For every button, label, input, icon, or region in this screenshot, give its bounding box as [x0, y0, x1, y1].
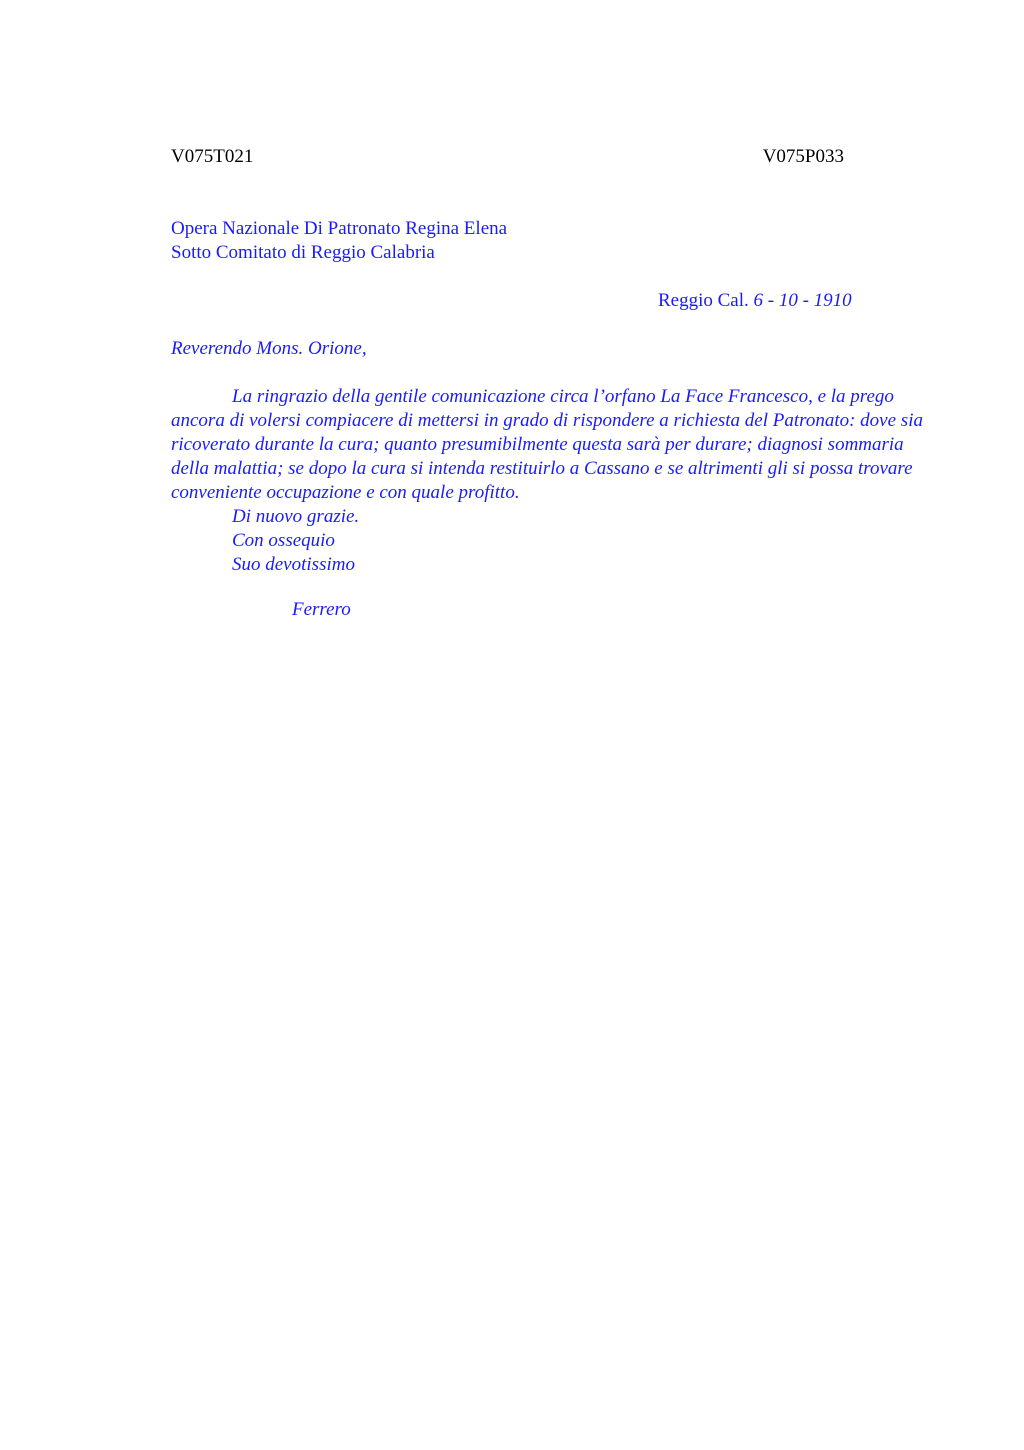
closing-thanks: Di nuovo grazie. [232, 506, 360, 527]
dateline-place: Reggio Cal. [658, 290, 749, 311]
salutation: Reverendo Mons. Orione, [171, 338, 367, 359]
document-code-right: V075P033 [762, 146, 844, 167]
letterhead [171, 217, 507, 265]
letterhead-committee: Sotto Comitato di Reggio Calabria [171, 242, 435, 263]
body-paragraph: La ringrazio della gentile comunicazione circa l’orfano La Face Francesco, e la prego ancora di volersi compiacere di mettersi in grado di rispondere a richiesta del Patronato: dove sia ricoverato durante la cura; quanto presumibilmente questa sarà per durare; diagnosi sommaria della malattia; se dopo la cura si intenda restituirlo a Cassano e se altrimenti gli si possa trovare conveniente occupazione e con quale profitto. [171, 386, 923, 503]
letterhead-organization: Opera Nazionale Di Patronato Regina Elena [171, 218, 508, 239]
closing-devotion: Suo devotissimo [232, 554, 355, 575]
document-codes [171, 145, 844, 169]
letter-body [171, 385, 931, 577]
dateline [658, 289, 852, 313]
closing-regards: Con ossequio [232, 530, 335, 551]
dateline-date: 6 - 10 - 1910 [753, 290, 852, 311]
signature: Ferrero [292, 599, 351, 620]
document-code-left: V075T021 [171, 146, 254, 167]
